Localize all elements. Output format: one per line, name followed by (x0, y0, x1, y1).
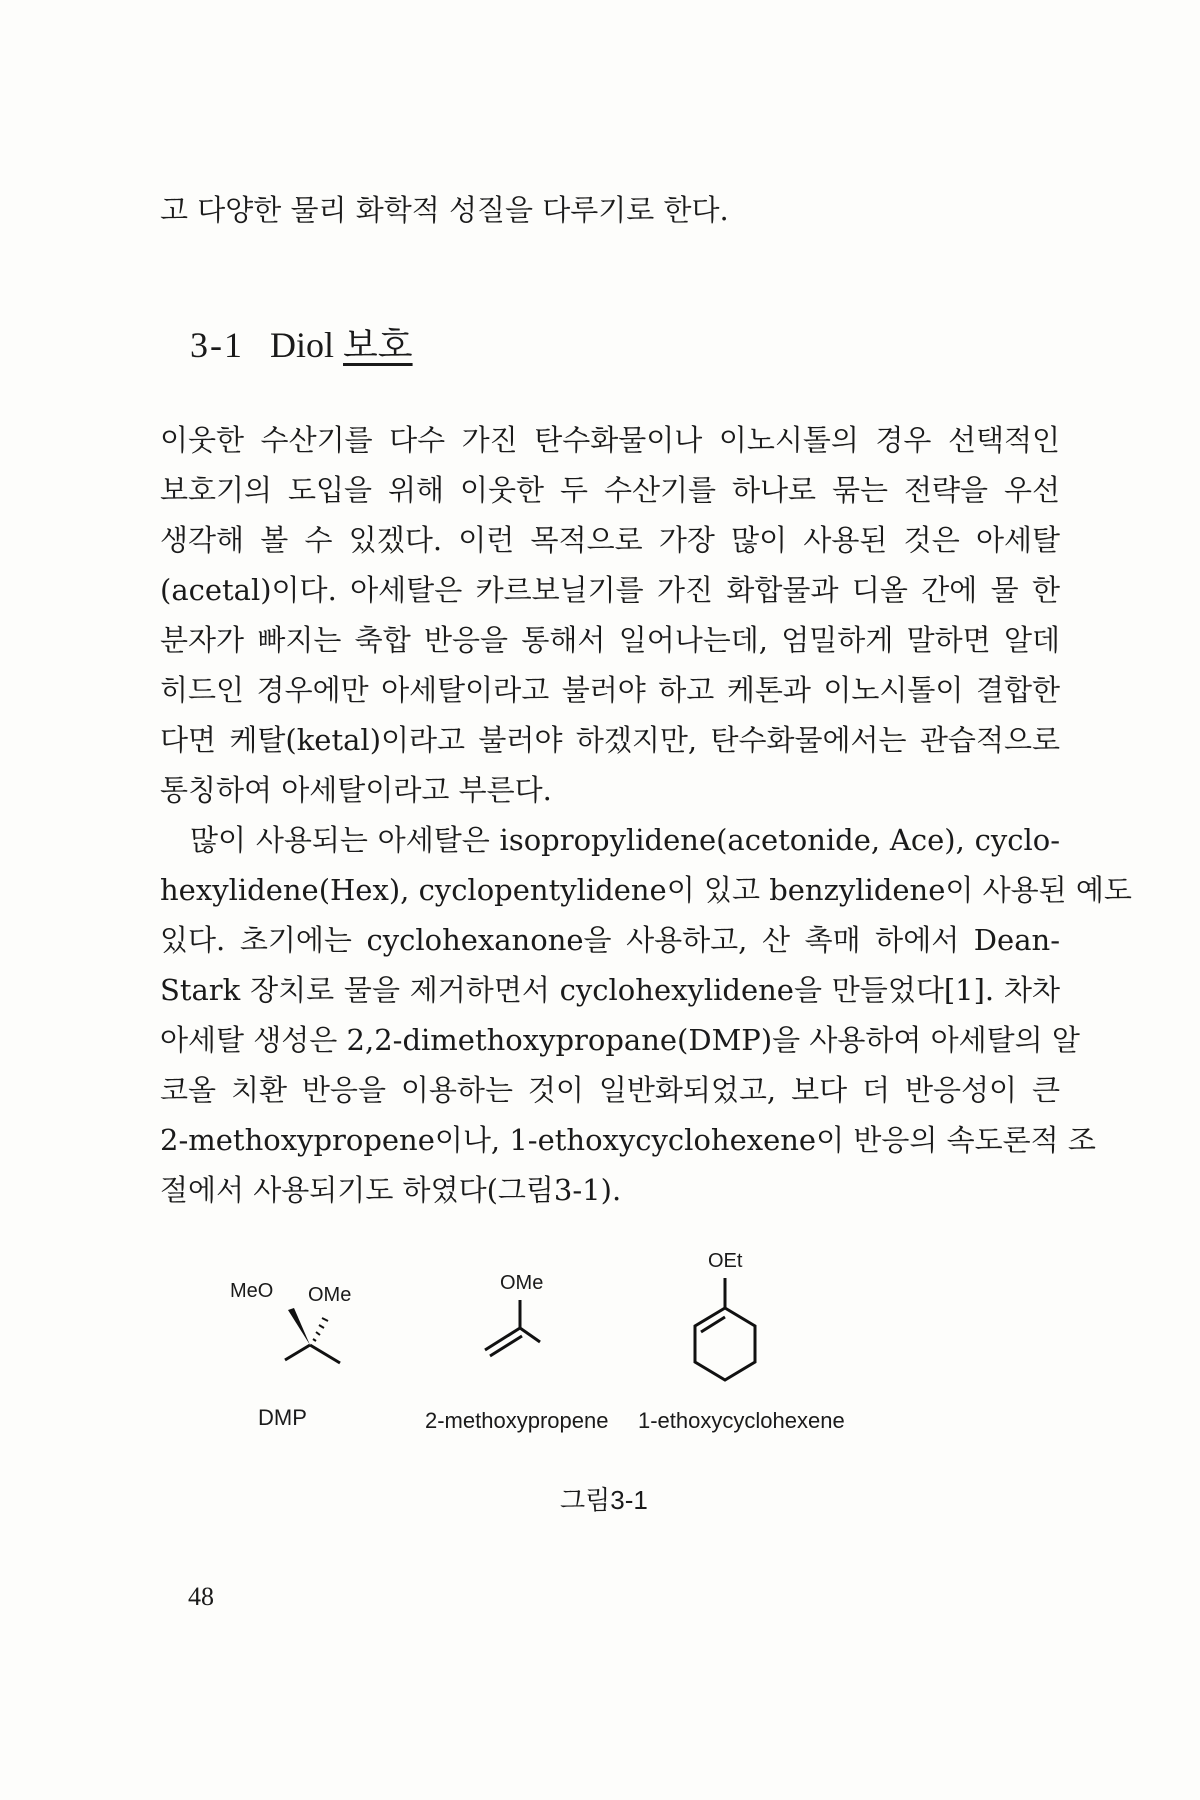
dmp-bond-left (285, 1345, 310, 1360)
mp-bond-methyl (520, 1328, 540, 1342)
ethoxycyclohexene-structure (695, 1278, 755, 1380)
dmp-hash-3 (319, 1325, 324, 1328)
text-line: 히드인 경우에만 아세탈이라고 불러야 하고 케톤과 이노시톨이 결합한 (160, 673, 1060, 707)
text-line: (acetal)이다. 아세탈은 카르보닐기를 가진 화합물과 디올 간에 물 한 (160, 573, 1060, 607)
dmp-structure (285, 1308, 340, 1363)
dmp-wedge-bond (288, 1308, 310, 1345)
methoxypropene-structure (485, 1300, 540, 1356)
page-number: 48 (188, 1582, 214, 1611)
section-heading (190, 320, 413, 370)
text-line: 아세탈 생성은 2,2-dimethoxypropane(DMP)을 사용하여 아세탈의 알 (160, 1023, 1080, 1057)
ethoxycyclohexene-label: 1-ethoxycyclohexene (638, 1408, 845, 1433)
methoxypropene-label: 2-methoxypropene (425, 1408, 609, 1433)
figure-3-1 (230, 1250, 1010, 1480)
text-line: hexylidene(Hex), cyclopentylidene이 있고 benzylidene이 사용된 예도 (160, 873, 1132, 907)
dmp-label: DMP (258, 1405, 307, 1430)
dmp-hash-1 (313, 1339, 316, 1341)
ethoxycyclohexene-group: OEt (708, 1250, 743, 1272)
text-line: 2-methoxypropene이나, 1-ethoxycyclohexene이 반응의 속도론적 조 (160, 1123, 1096, 1157)
dmp-group-right: OMe (308, 1284, 352, 1306)
section-number: 3-1 (190, 325, 244, 365)
dmp-hash-2 (316, 1332, 320, 1335)
text-line: 코올 치환 반응을 이용하는 것이 일반화되었고, 보다 더 반응성이 큰 (160, 1073, 1060, 1107)
dmp-group-left: MeO (230, 1280, 274, 1302)
text-line: 있다. 초기에는 cyclohexanone을 사용하고, 산 촉매 하에서 Dean- (160, 923, 1060, 957)
intro-line: 고 다양한 물리 화학적 성질을 다루기로 한다. (160, 193, 729, 227)
text-line: 보호기의 도입을 위해 이웃한 두 수산기를 하나로 묶는 전략을 우선 (160, 473, 1060, 507)
ech-ring (695, 1308, 755, 1380)
text-line: 분자가 빠지는 축합 반응을 통해서 일어나는데, 엄밀하게 말하면 알데 (160, 623, 1060, 657)
text-line: Stark 장치로 물을 제거하면서 cyclohexylidene을 만들었다[1]. 차차 (160, 973, 1060, 1007)
dmp-bond-right (310, 1345, 340, 1363)
section-title-en: Diol (270, 325, 335, 365)
figure-caption: 그림3-1 (560, 1485, 648, 1515)
text-line: 통칭하여 아세탈이라고 부른다. (160, 773, 552, 807)
text-line: 많이 사용되는 아세탈은 isopropylidene(acetonide, Ace), cyclo- (190, 823, 1060, 857)
mp-double-2 (490, 1336, 522, 1356)
text-line: 이웃한 수산기를 다수 가진 탄수화물이나 이노시톨의 경우 선택적인 (160, 423, 1060, 457)
text-line: 절에서 사용되기도 하였다(그림3-1). (160, 1173, 622, 1207)
text-line: 생각해 볼 수 있겠다. 이런 목적으로 가장 많이 사용된 것은 아세탈 (160, 523, 1060, 557)
methoxypropene-group: OMe (500, 1272, 544, 1294)
section-title-ko: 보호 (343, 325, 413, 365)
text-line: 다면 케탈(ketal)이라고 불러야 하겠지만, 탄수화물에서는 관습적으로 (160, 723, 1060, 757)
dmp-hash-4 (322, 1318, 328, 1321)
